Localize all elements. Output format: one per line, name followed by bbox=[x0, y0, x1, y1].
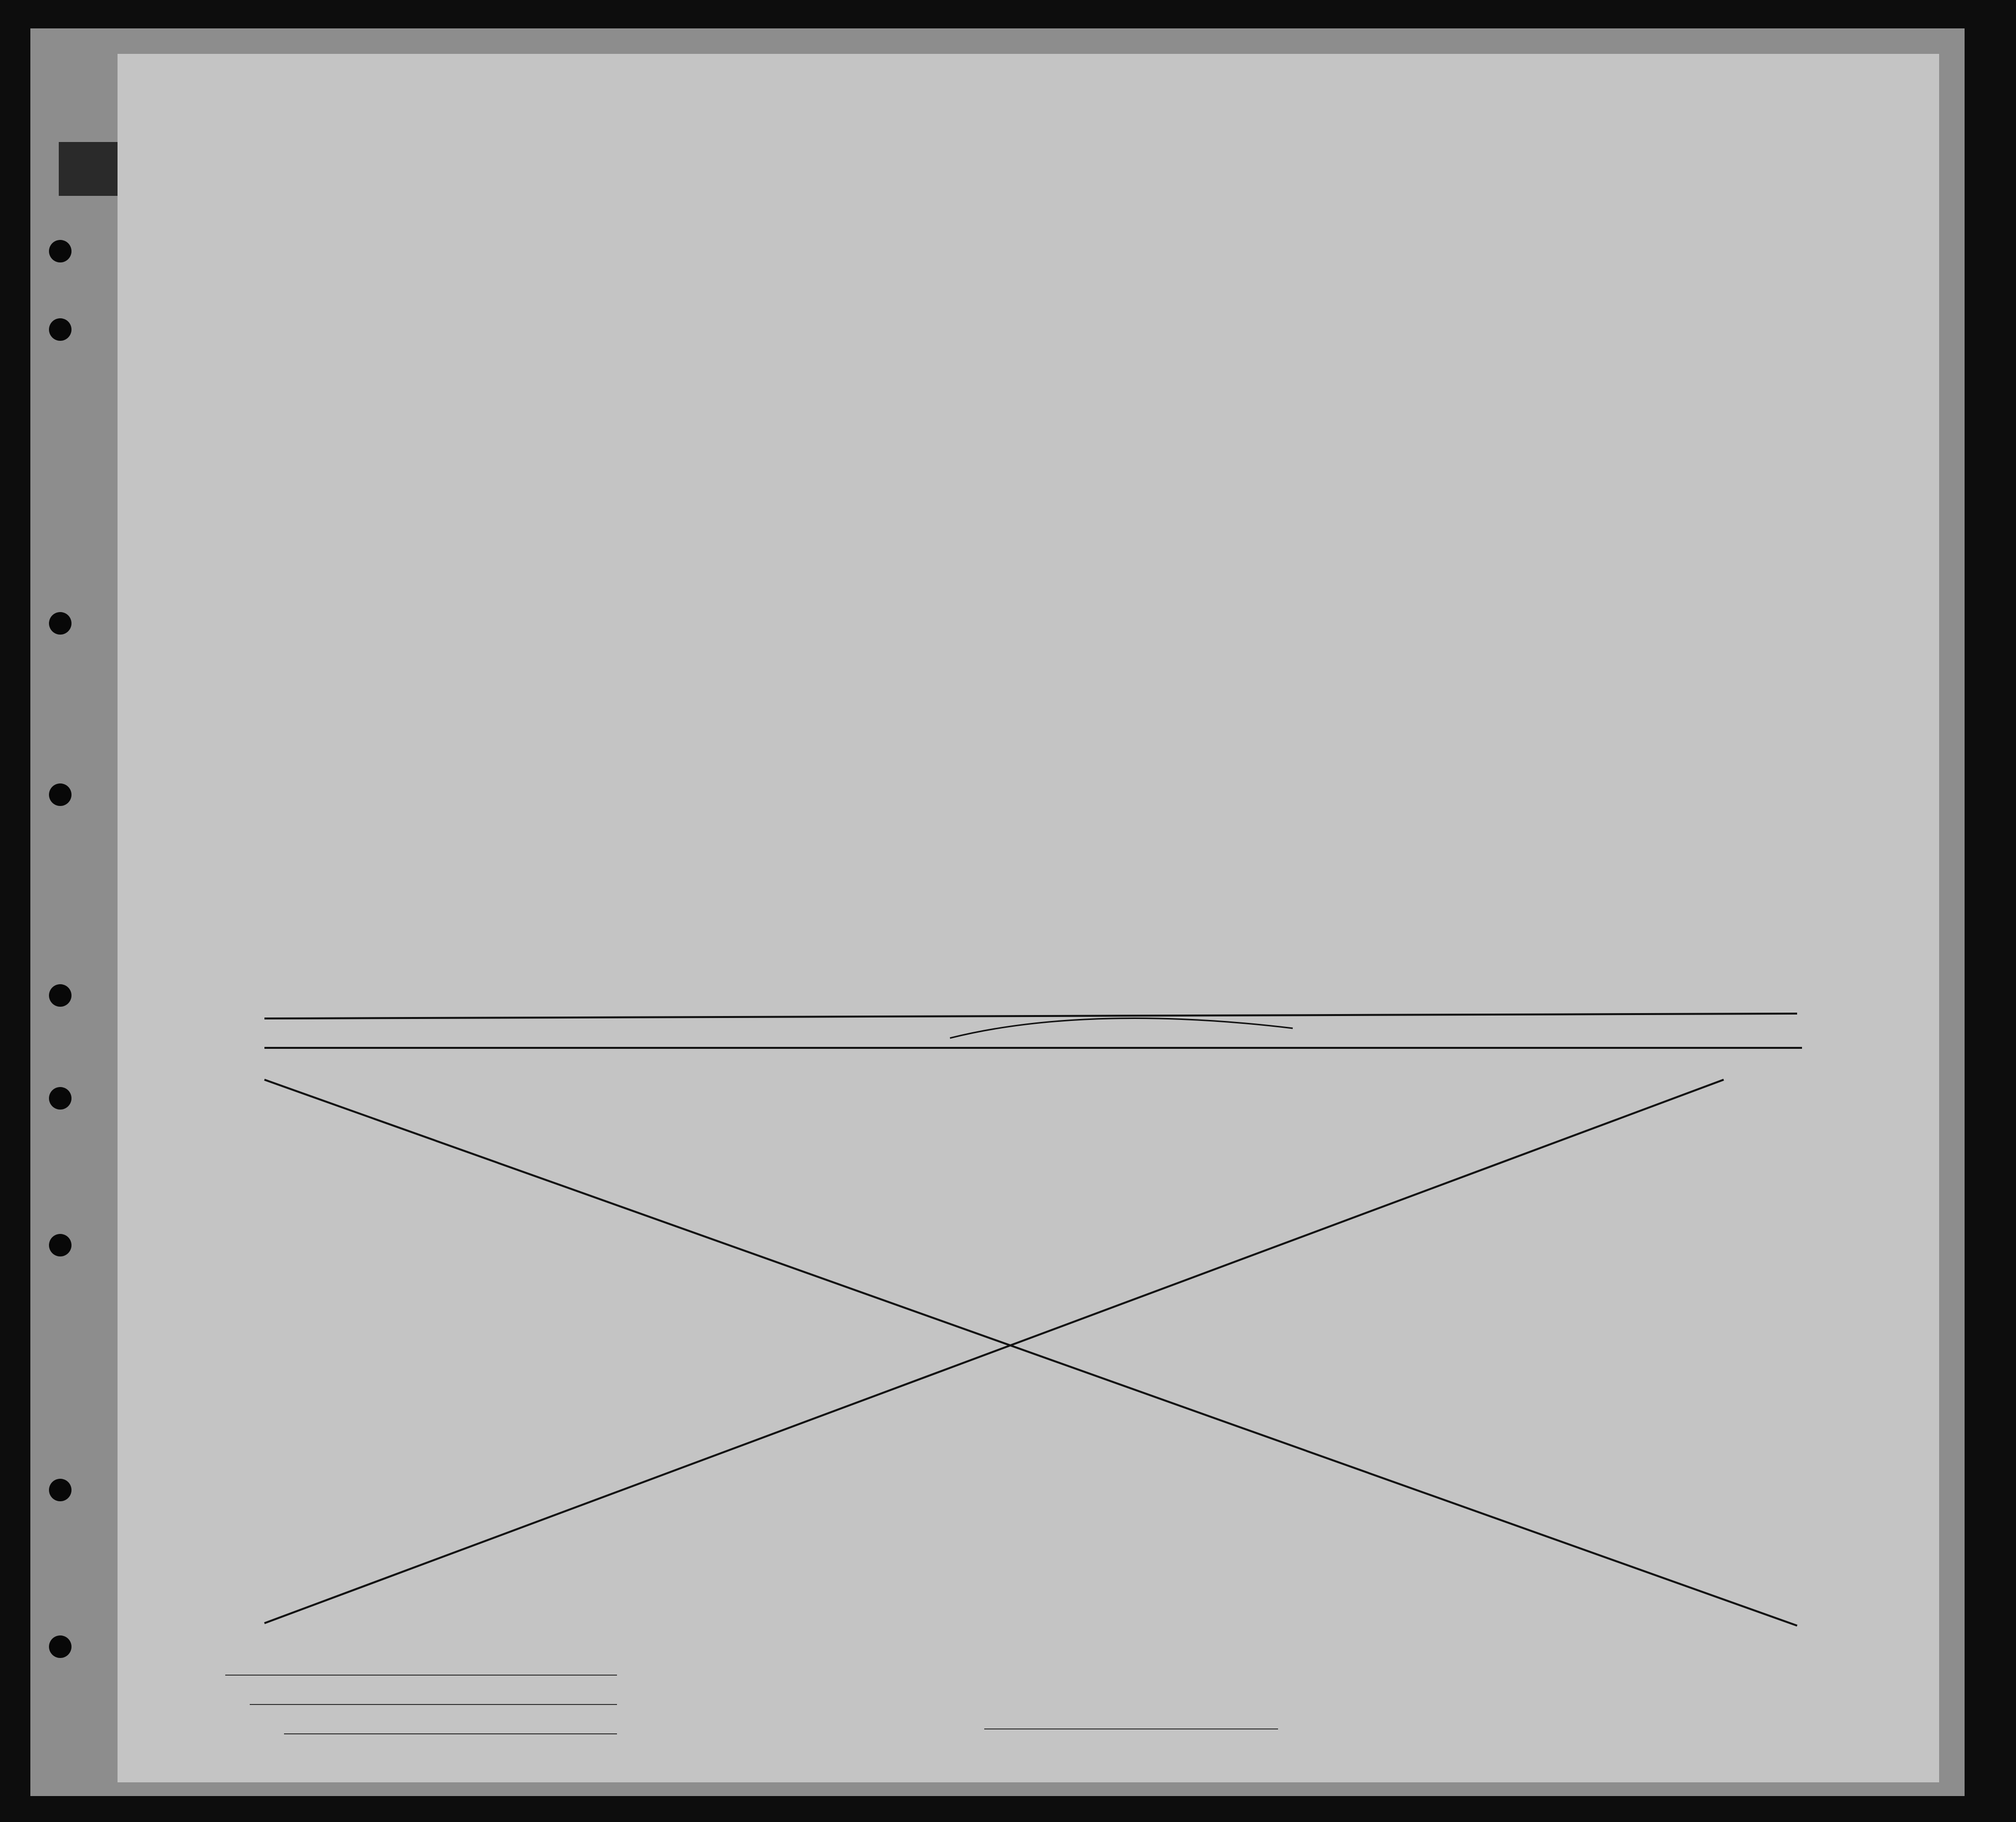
binder-hole bbox=[49, 240, 71, 262]
binder-hole bbox=[49, 318, 71, 341]
binder-hole bbox=[49, 1234, 71, 1256]
manifest-rows bbox=[118, 54, 1939, 1782]
owners-rule bbox=[250, 1704, 617, 1705]
binder-hole bbox=[49, 1479, 71, 1501]
binder-hole bbox=[49, 612, 71, 635]
manifest-form bbox=[118, 54, 1939, 1782]
binder-hole bbox=[49, 984, 71, 1007]
inspector-rule bbox=[984, 1728, 1278, 1729]
line-rule bbox=[225, 1675, 617, 1676]
binder-hole bbox=[49, 1635, 71, 1658]
agents-rule bbox=[284, 1733, 617, 1734]
binder-hole bbox=[49, 783, 71, 806]
binder-hole bbox=[49, 1087, 71, 1110]
